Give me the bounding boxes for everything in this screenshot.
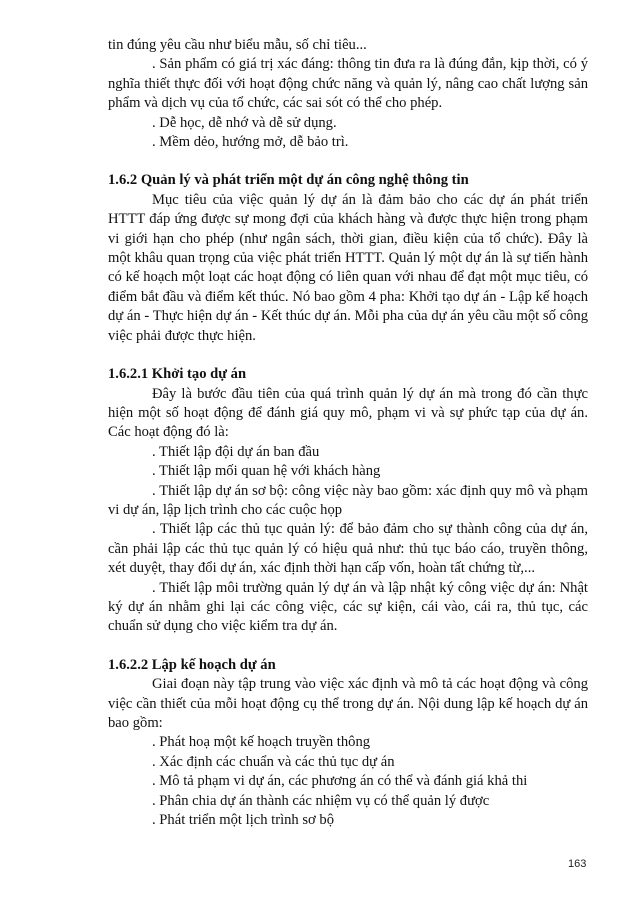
page-number: 163 (568, 858, 587, 870)
list-item: . Phân chia dự án thành các nhiệm vụ có thể quản lý được (152, 792, 490, 809)
list-item: . Xác định các chuẩn và các thủ tục dự án (152, 753, 395, 770)
list-item: . Phát hoạ một kế hoạch truyền thông (152, 734, 371, 751)
section-heading-1-6-2: 1.6.2 Quản lý và phát triển một dự án công nghệ thông tin (108, 172, 469, 189)
document-page (108, 36, 588, 830)
list-item-project-environment: . Thiết lập môi trường quản lý dự án và lập nhật ký công việc dự án: Nhật ký dự án nhằm ghi lại các công việc, các sự kiện, cái vào, cái ra, thủ tục, các chuẩn sử dụng cho việc kiểm tra dự án. (108, 579, 588, 635)
intro-line: tin đúng yêu cầu như biểu mẫu, số chỉ tiêu... (108, 37, 367, 53)
list-item-management-procedures: . Thiết lập các thủ tục quản lý: để bảo đảm cho sự thành công của dự án, cần phải lập các thủ tục quản lý có hiệu quả như: thủ tục báo cáo, truyền thông, xét duyệt, thay đổi dự án, xác định thời hạn cấp vốn, hoàn tất chứng từ,... (108, 521, 588, 577)
section-heading-1-6-2-1: 1.6.2.1 Khởi tạo dự án (108, 366, 247, 383)
list-item-preliminary-plan: . Thiết lập dự án sơ bộ: công việc này bao gồm: xác định quy mô và phạm vi dự án, lập lịch trình cho các cuộc họp (108, 482, 588, 518)
list-item: . Mô tả phạm vi dự án, các phương án có thể và đánh giá khả thi (152, 773, 528, 790)
section-paragraph-1-6-2: Mục tiêu của việc quản lý dự án là đảm bảo cho các dự án phát triển HTTT đáp ứng được sự mong đợi của khách hàng và được thực hiện trong phạm vi giới hạn cho phép (như ngân sách, thời gian, điều kiện của tổ chức). Đây là một khâu quan trọng của việc phát triển HTTT. Quản lý một dự án là sự tiến hành có kế hoạch một loạt các hoạt động có liên quan với nhau để đạt một mục tiêu, có điểm bắt đầu và điểm kết thúc. Nó bao gồm 4 pha: Khởi tạo dự án - Lập kế hoạch dự án - Thực hiện dự án - Kết thúc dự án. Mỗi pha của dự án yêu cầu một số công việc phải được thực hiện. (108, 191, 588, 344)
list-item: . Thiết lập đội dự án ban đầu (152, 443, 320, 460)
list-item-flexible: . Mềm dẻo, hướng mở, dễ bảo trì. (152, 134, 349, 151)
section-paragraph-1-6-2-1: Đây là bước đầu tiên của quá trình quản lý dự án mà trong đó cần thực hiện một số hoạt động để đánh giá quy mô, phạm vi và sự phức tạp của dự án. Các hoạt động đó là: (108, 385, 588, 441)
list-item: . Thiết lập mối quan hệ với khách hàng (152, 463, 381, 480)
list-item-product-value: . Sản phẩm có giá trị xác đáng: thông tin đưa ra là đúng đắn, kịp thời, có ý nghĩa thiết thực đối với hoạt động chức năng và quản lý, nâng cao chất lượng sản phẩm và dịch vụ của tổ chức, các sai sót có thể cho phép. (108, 56, 588, 112)
list-item: . Phát triển một lịch trình sơ bộ (152, 812, 335, 829)
list-item-easy-to-use: . Dễ học, dễ nhớ và dễ sử dụng. (152, 114, 337, 131)
section-paragraph-1-6-2-2: Giai đoạn này tập trung vào việc xác định và mô tả các hoạt động và công việc cần thiết của mỗi hoạt động cụ thể trong dự án. Nội dung lập kế hoạch dự án bao gồm: (108, 676, 588, 731)
section-heading-1-6-2-2: 1.6.2.2 Lập kế hoạch dự án (108, 656, 276, 673)
